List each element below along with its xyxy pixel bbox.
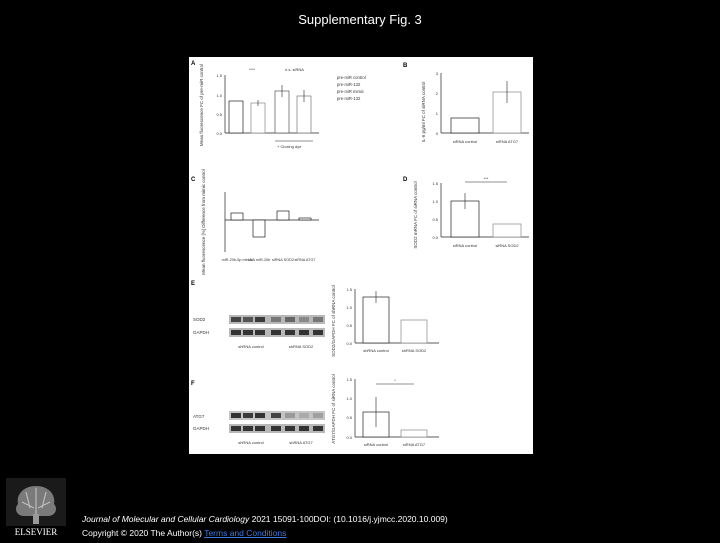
panel-b-ylabel: IL-6 pg/ml FC of siRNA control: [421, 81, 426, 143]
panel-f-cat-0: siRNA control: [363, 442, 389, 447]
panel-b-tick-3: 0: [435, 131, 438, 136]
panel-e-blot-row-1: GAPDH: [193, 330, 210, 335]
panel-c-bar-2: [253, 220, 265, 237]
panel-a-tick-2: 0.5: [216, 112, 222, 117]
panel-a-x-note: + Cloxing dye: [277, 144, 302, 149]
panel-e-tick-0: 1.5: [346, 287, 352, 292]
panel-f-cat-1: siRNA ATG7: [402, 442, 426, 447]
panel-f-lane-0: shRNA control: [238, 440, 264, 445]
panel-a-bar-3: [275, 91, 289, 133]
panel-d-sig: ***: [483, 176, 489, 181]
panel-d: [403, 176, 529, 249]
panel-a-sig: ****: [249, 67, 256, 72]
panel-a-bar-2: [251, 103, 265, 133]
panel-e-bar-1: [363, 297, 389, 343]
panel-c-cat-2: siRNA SOD2: [272, 258, 294, 262]
panel-b-bar-1: [451, 118, 479, 133]
panel-d-tick-0: 1.5: [432, 181, 438, 186]
panel-f-sig: *: [394, 378, 396, 383]
figure-panel: [189, 57, 533, 454]
panel-b-tick-2: 1: [435, 111, 438, 116]
panel-f-blot-row-1: GAPDH: [193, 426, 210, 431]
panel-f-lane-1: shRNA ATG7: [289, 440, 313, 445]
panel-f-tick-3: 0.0: [346, 435, 352, 440]
panel-f-blot-row-0: ATG7: [193, 414, 205, 419]
panel-e-bar-2: [401, 320, 427, 343]
panel-a-legend-2: pre-miR mimic: [337, 89, 364, 94]
panel-d-bar-2: [493, 224, 521, 237]
panel-e-cat-0: shRNA control: [363, 348, 389, 353]
citation-text: 2021 15091-100DOI: (10.1016/j.yjmcc.2020.10.009): [249, 514, 448, 524]
panel-a-tick-1: 1.0: [216, 93, 222, 98]
panel-d-cat-0: siRNA control: [452, 243, 478, 248]
panel-e-ylabel: SOD2/GAPDH FC of shRNA control: [331, 285, 336, 357]
panel-d-letter: D: [403, 177, 408, 183]
panel-d-cat-1: siRNA SOD2: [495, 243, 519, 248]
panel-b: [403, 63, 529, 144]
panel-a-legend-1: pre-miR-132: [337, 82, 361, 87]
panel-e-lane-0: shRNA control: [238, 344, 264, 349]
panel-d-tick-2: 0.5: [432, 217, 438, 222]
panel-e: [191, 281, 439, 357]
copyright-line: [82, 526, 448, 540]
panel-e-cat-1: shRNA SOD2: [401, 348, 427, 353]
panel-a-ylabel: Mean fluorescence FC of pre-miR control: [199, 63, 204, 147]
panel-a-legend-0: pre-miR control: [337, 75, 366, 80]
panel-b-tick-1: 2: [435, 91, 438, 96]
panel-a-tick-3: 0.0: [216, 131, 222, 136]
panel-f-letter: F: [191, 381, 195, 387]
panel-c-bar-3: [277, 211, 289, 220]
svg-text:ELSEVIER: ELSEVIER: [14, 527, 58, 537]
panel-d-tick-3: 0.0: [432, 235, 438, 240]
panel-f-bar-2: [401, 430, 427, 437]
panel-c: [191, 169, 319, 274]
panel-f: [191, 374, 439, 447]
footer: [82, 512, 448, 540]
panel-a-letter: A: [191, 61, 196, 67]
panel-f-tick-1: 1.0: [346, 396, 352, 401]
citation-line: [82, 512, 448, 526]
panel-b-cat-1: siRNA ATG7: [495, 139, 519, 144]
panel-e-blot-row-0: SOD2: [193, 317, 206, 322]
panel-d-tick-1: 1.0: [432, 199, 438, 204]
panel-e-tick-2: 0.5: [346, 323, 352, 328]
panel-e-tick-1: 1.0: [346, 305, 352, 310]
panel-d-ylabel: SOD2 mRNA FC of siRNA control: [413, 181, 418, 249]
panel-a-bar-1: [229, 101, 243, 133]
panel-f-tick-2: 0.5: [346, 415, 352, 420]
panel-c-cat-1: LNA miR-20b: [247, 258, 271, 262]
panel-b-tick-0: 3: [435, 71, 438, 76]
elsevier-tree-icon: [6, 478, 66, 538]
panel-a: [191, 61, 366, 149]
panel-b-cat-0: siRNA control: [452, 139, 478, 144]
terms-link[interactable]: Terms and Conditions: [204, 528, 287, 538]
panel-a-tick-0: 1.5: [216, 73, 222, 78]
slide-title: Supplementary Fig. 3: [298, 12, 422, 27]
panel-a-legend-3: pre-miR-132: [337, 96, 361, 101]
panel-e-lane-1: shRNA SOD2: [288, 344, 314, 349]
panel-a-inset-label: n.s. siRNA: [285, 67, 304, 72]
elsevier-logo[interactable]: [6, 478, 66, 538]
journal-name: Journal of Molecular and Cellular Cardiology: [82, 514, 250, 524]
panel-c-letter: C: [191, 177, 196, 183]
panel-b-letter: B: [403, 63, 408, 69]
panel-c-bar-4: [299, 218, 311, 220]
panel-f-tick-0: 1.5: [346, 377, 352, 382]
panel-c-cat-3: siRNA ATG7: [294, 258, 316, 262]
panel-e-tick-3: 0.0: [346, 341, 352, 346]
panel-c-ylabel: Mean fluorescence [%] Difference from mimic control: [201, 169, 206, 275]
panel-c-cat-0: miR-20b-5p mimic: [221, 258, 253, 262]
panel-c-bar-1: [231, 213, 243, 220]
copyright-text: Copyright © 2020 The Author(s): [82, 528, 205, 538]
panel-f-ylabel: ATG7/GAPDH FC of siRNA control: [331, 374, 336, 444]
panel-e-letter: E: [191, 281, 196, 287]
